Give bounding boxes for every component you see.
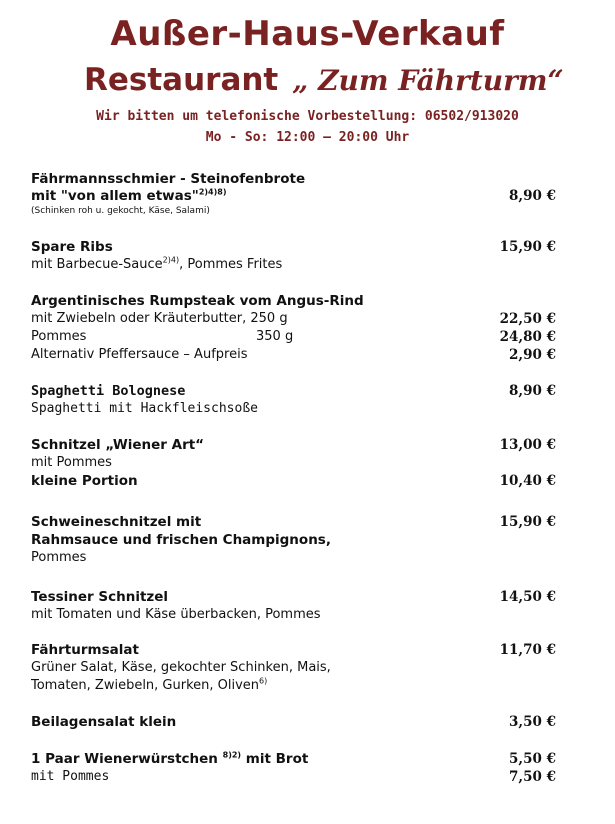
item-subvariant: kleine Portion 10,40 € (31, 473, 556, 489)
item-name-row (31, 588, 556, 606)
item-name-line2: Rahmsauce und frischen Champignons, (31, 532, 331, 548)
menu-item-faehrturmsalat (31, 641, 556, 695)
menu-item-spaghetti (31, 382, 556, 418)
item-name-row (31, 713, 556, 731)
item-price: 10,40 € (499, 473, 556, 489)
menu-item-schweineschnitzel (31, 513, 556, 567)
item-price: 13,00 € (499, 437, 556, 453)
item-name-row (31, 641, 556, 659)
item-name: Fährmannsschmier - Steinofenbrote (31, 171, 306, 187)
item-price: 14,50 € (499, 589, 556, 605)
item-name: Spare Ribs (31, 239, 113, 255)
item-name: Fährturmsalat (31, 642, 139, 658)
item-name-row (31, 382, 556, 400)
item-price: 15,90 € (499, 514, 556, 530)
menu-item-spare-ribs (31, 238, 556, 274)
item-price: 7,50 € (509, 769, 556, 785)
item-description: mit Pommes (31, 455, 112, 470)
item-price: 5,50 € (509, 751, 556, 767)
item-description: Pommes (31, 550, 87, 565)
menu-item-tessiner (31, 588, 556, 624)
item-name: Spaghetti Bolognese (31, 383, 186, 399)
item-description: mit Pommes 7,50 € (31, 769, 556, 785)
item-name: Schweineschnitzel mit (31, 514, 202, 530)
menu-item-faehrmannsschmier (31, 171, 556, 218)
item-name-line2: mit "von allem etwas"$^{2)4)8)}$ 8,90 € (31, 187, 556, 204)
item-price: 15,90 € (499, 239, 556, 255)
item-price: 24,80 € (499, 329, 556, 345)
menu-item-beilagensalat (31, 713, 556, 731)
item-price: 8,90 € (509, 188, 556, 204)
restaurant-name: „ Zum Fährturm“ (292, 64, 564, 97)
item-price: 8,90 € (509, 383, 556, 399)
item-name-row (31, 238, 556, 256)
item-name: 1 Paar Wienerwürstchen $^{8)2)}$ mit Brot (31, 750, 309, 767)
item-name: Tessiner Schnitzel (31, 589, 169, 605)
item-name-row (31, 513, 556, 531)
item-option: Pommes 350 g 24,80 € (31, 329, 556, 345)
item-name: Schnitzel „Wiener Art“ (31, 437, 205, 453)
phone-line: Wir bitten um telefonische Vorbestellung: 06502/913020 (96, 109, 519, 124)
item-price: 3,50 € (509, 714, 556, 730)
item-price: 11,70 € (499, 642, 556, 658)
item-description-line2: Tomaten, Zwiebeln, Gurken, Oliven$^{6)}$ (31, 676, 268, 693)
restaurant-label: Restaurant (84, 62, 279, 98)
item-description: mit Tomaten und Käse überbacken, Pommes (31, 607, 321, 622)
item-note: (Schinken roh u. gekocht, Käse, Salami) (31, 206, 210, 216)
item-description: Spaghetti mit Hackfleischsoße (31, 401, 258, 416)
item-price: 22,50 € (499, 311, 556, 327)
menu-item-rumpsteak (31, 292, 556, 364)
item-option: Alternativ Pfeffersauce – Aufpreis 2,90 € (31, 347, 556, 363)
restaurant-heading (84, 62, 564, 98)
page-title: Außer-Haus-Verkauf (110, 14, 505, 54)
item-name-row (31, 750, 556, 768)
item-price: 2,90 € (509, 347, 556, 363)
item-description: mit Barbecue-Sauce$^{2)4)}$, Pommes Frites (31, 255, 283, 272)
hours-line: Mo - So: 12:00 – 20:00 Uhr (205, 130, 410, 145)
menu-item-wienerwuerstchen (31, 750, 556, 786)
item-name: Argentinisches Rumpsteak vom Angus-Rind (31, 293, 364, 309)
item-name-row (31, 436, 556, 454)
item-description: Grüner Salat, Käse, gekochter Schinken, Mais, (31, 660, 331, 675)
item-name: Beilagensalat klein (31, 714, 177, 730)
menu-item-schnitzel-wiener (31, 436, 556, 490)
item-option: mit Zwiebeln oder Kräuterbutter, 250 g 22,50 € (31, 311, 556, 327)
